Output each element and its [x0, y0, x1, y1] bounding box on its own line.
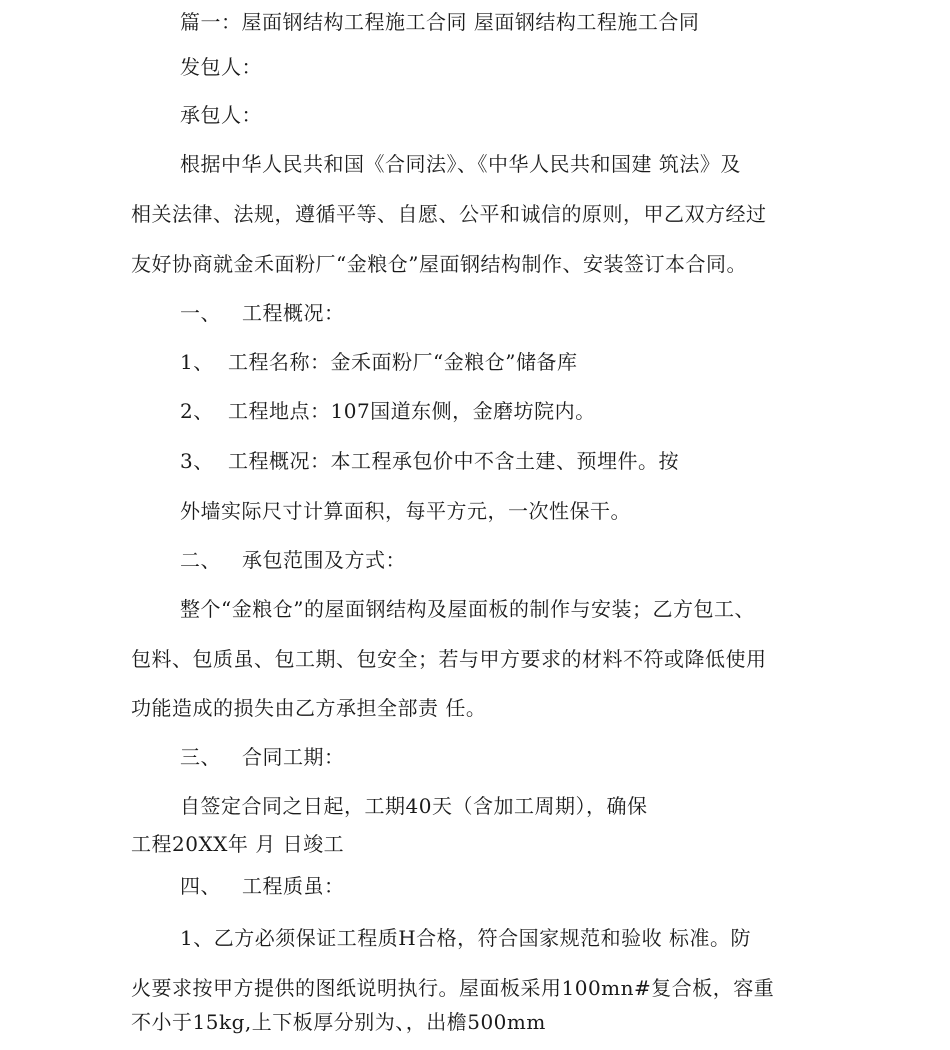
section-1-item-2: [180, 397, 596, 425]
section-4-heading: [180, 872, 345, 900]
section-2-number: 二、: [180, 548, 221, 572]
item-text: 工程地点：107国道东侧，金磨坊院内。: [228, 399, 596, 423]
section-4-line-3: 不小于15kg,上下板厚分别为、，出檐500mm: [131, 1010, 546, 1034]
section-1-item-1: [180, 348, 577, 376]
section-3-line-2: 工程20XX年 月 日竣工: [131, 832, 345, 856]
section-3-heading: [180, 743, 345, 771]
section-2-line-2: 包料、包质虽、包工期、包安全；若与甲方要求的材料不符或降低使用: [131, 647, 767, 671]
item-text: 工程名称：金禾面粉厂“金粮仓”储备库: [228, 350, 578, 374]
section-1-item-3: [180, 447, 679, 475]
section-2-line-1: 整个“金粮仓”的屋面钢结构及屋面板的制作与安装；乙方包工、: [180, 597, 755, 621]
section-1-number: 一、: [180, 301, 221, 325]
section-1-title: 工程概况：: [242, 301, 345, 325]
intro-line-2: 相关法律、法规，遵循平等、自愿、公平和诚信的原则，甲乙双方经过: [131, 202, 767, 226]
section-1-continuation: 外墙实际尺寸计算面积，每平方元，一次性保干。: [180, 499, 631, 523]
section-2-line-3: 功能造成的损失由乙方承担全部责 任。: [131, 696, 487, 720]
section-2-title: 承包范围及方式：: [242, 548, 406, 572]
item-text: 工程概况：本工程承包价中不含土建、预埋件。按: [228, 449, 679, 473]
party-b-label: 承包人：: [180, 103, 262, 127]
section-1-heading: [180, 299, 345, 327]
section-3-line-1: 自签定合同之日起，工期40天（含加工周期），确保: [180, 794, 648, 818]
item-number: 3、: [180, 449, 214, 473]
intro-line-3: 友好协商就金禾面粉厂“金粮仓”屋面钢结构制作、安装签订本合同。: [131, 252, 747, 276]
section-3-title: 合同工期：: [242, 745, 345, 769]
item-number: 1、: [180, 350, 214, 374]
intro-line-1: 根据中华人民共和国《合同法》、《中华人民共和国建 筑法》及: [180, 152, 741, 176]
document-title: 篇一：屋面钢结构工程施工合同 屋面钢结构工程施工合同: [180, 10, 700, 34]
section-2-heading: [180, 546, 406, 574]
party-a-label: 发包人：: [180, 55, 262, 79]
section-4-title: 工程质虽：: [242, 874, 345, 898]
section-4-line-2: 火要求按甲方提供的图纸说明执行。屋面板采用100mn#复合板，容重: [131, 976, 775, 1000]
section-4-line-1: 1、乙方必须保证工程质H合格，符合国家规范和验收 标准。防: [180, 926, 752, 950]
section-3-number: 三、: [180, 745, 221, 769]
section-4-number: 四、: [180, 874, 221, 898]
item-number: 2、: [180, 399, 214, 423]
